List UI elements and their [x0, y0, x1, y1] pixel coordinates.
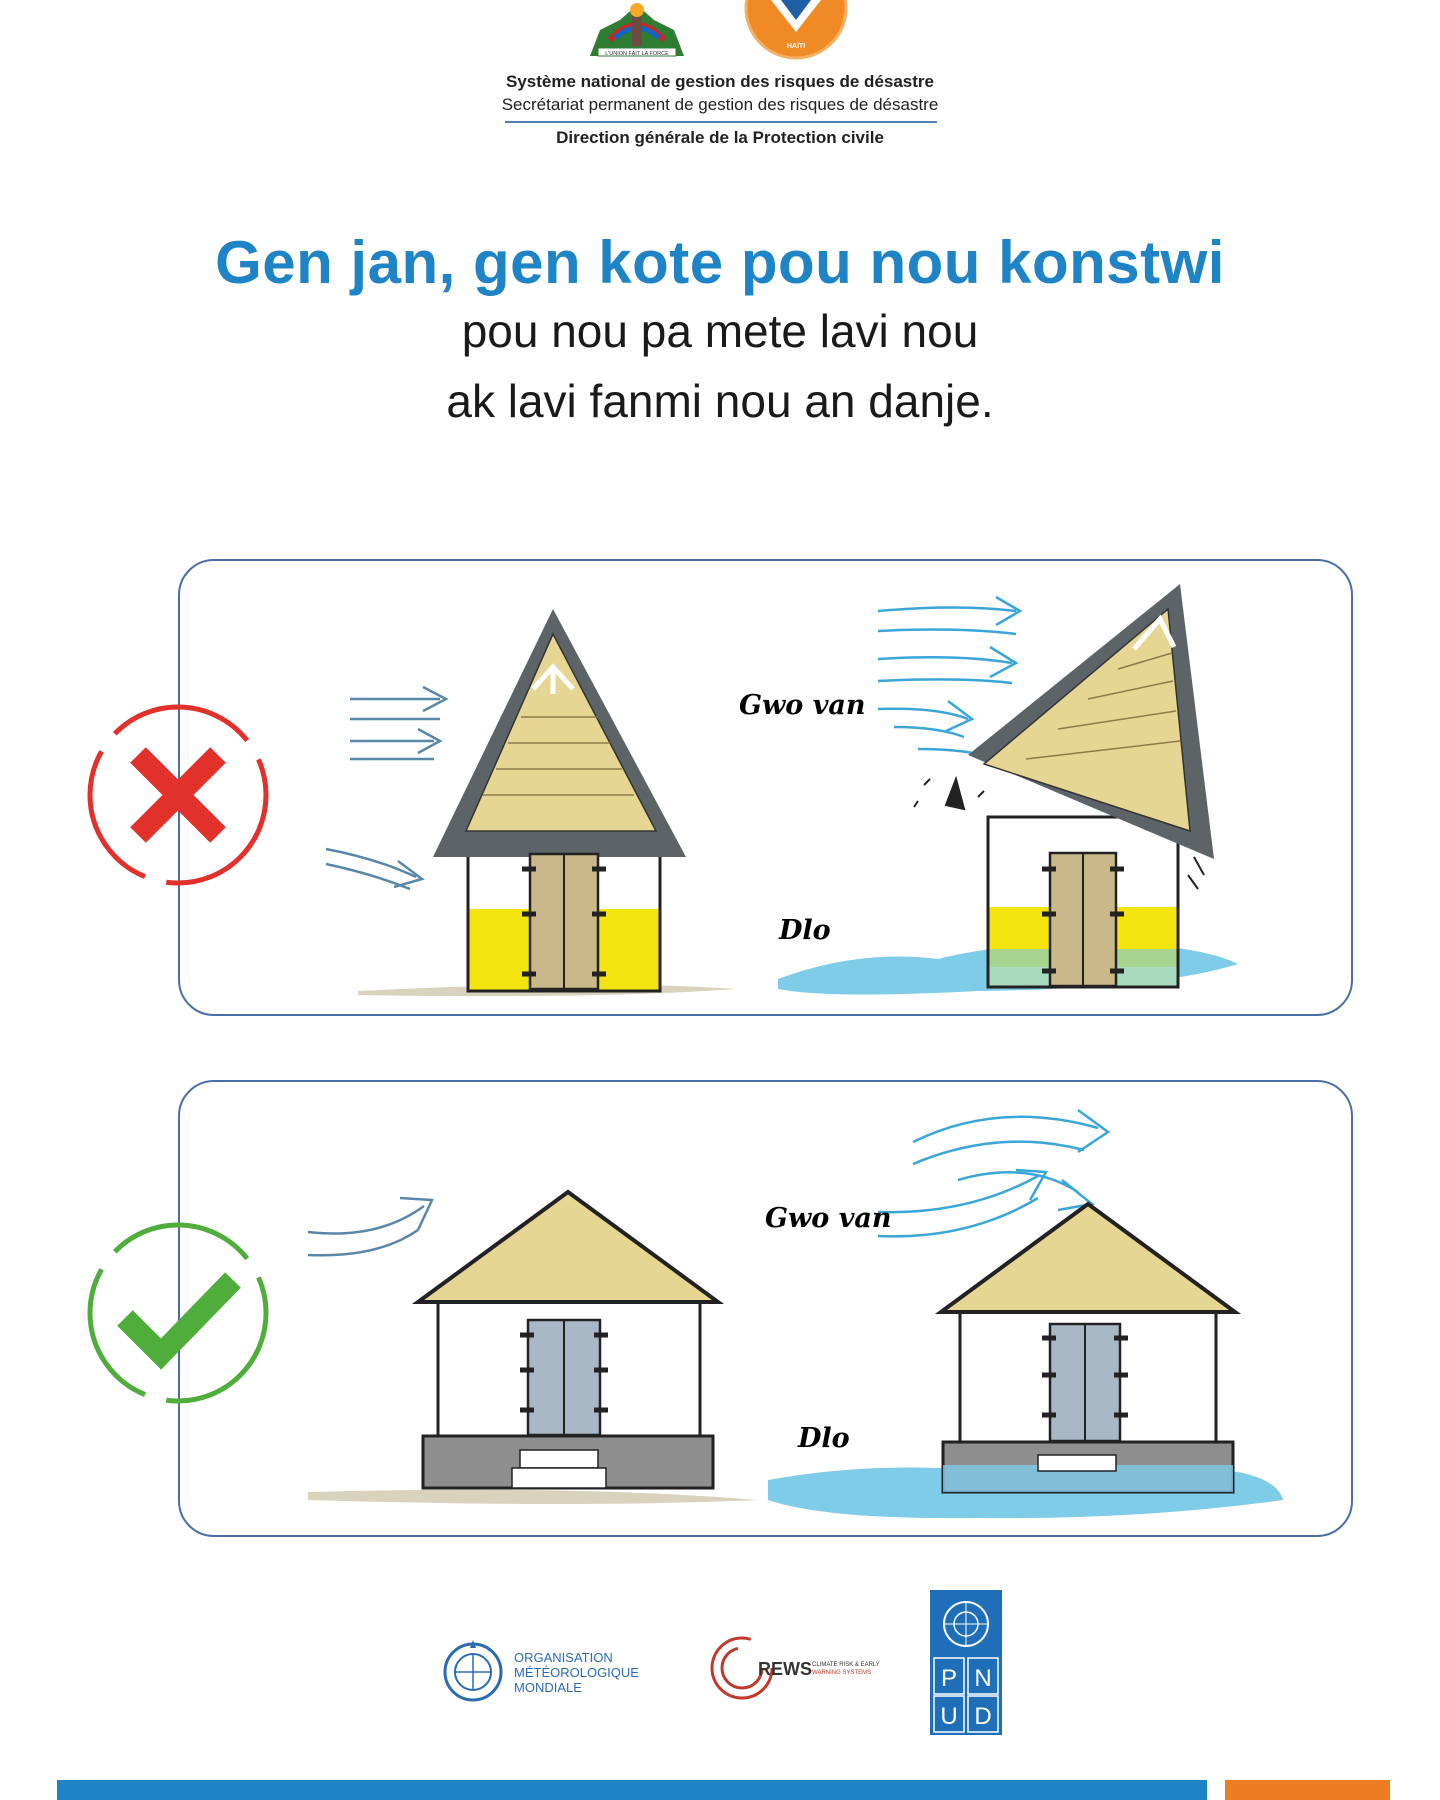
- strong-house-left: [418, 1192, 718, 1488]
- undp-logo: [930, 1590, 1002, 1735]
- illustration-strong-houses: [178, 1080, 1353, 1537]
- water-label-bad: Dlo: [779, 915, 831, 946]
- svg-text:L'UNION FAIT LA FORCE: L'UNION FAIT LA FORCE: [605, 51, 669, 57]
- illustration-weak-houses: [178, 559, 1353, 1016]
- damaged-house-right: [914, 584, 1214, 987]
- svg-text:CLIMATE RISK & EARLY: CLIMATE RISK & EARLY: [812, 1662, 880, 1668]
- haiti-coat-of-arms-logo: [572, 0, 702, 57]
- wmo-logo: [445, 1640, 639, 1700]
- wind-label-good: Gwo van: [765, 1203, 892, 1234]
- header-logos: [560, 0, 880, 60]
- org-name-line3: Direction générale de la Protection civile: [556, 128, 884, 147]
- page-subtitle-line1: pou nou pa mete lavi nou: [461, 305, 979, 357]
- svg-text:ORGANISATION: ORGANISATION: [514, 1650, 613, 1665]
- svg-text:HAÏTI: HAÏTI: [786, 43, 806, 50]
- partner-logos: [440, 1590, 1020, 1740]
- svg-text:MONDIALE: MONDIALE: [514, 1680, 582, 1695]
- weak-house-left: [433, 609, 686, 991]
- svg-text:MÉTÉOROLOGIQUE: MÉTÉOROLOGIQUE: [514, 1665, 639, 1680]
- svg-text:REWS: REWS: [758, 1659, 812, 1679]
- svg-text:U: U: [940, 1703, 958, 1730]
- wind-arrows-icon-good: [308, 1198, 432, 1255]
- svg-text:D: D: [974, 1703, 992, 1730]
- footer-bar-blue: [57, 1780, 1207, 1800]
- footer-bar-orange: [1225, 1780, 1390, 1800]
- org-name-line1: Système national de gestion des risques de désastre: [506, 72, 934, 91]
- water-label-good: Dlo: [798, 1423, 850, 1454]
- header-divider: [505, 121, 937, 123]
- strong-house-right: [941, 1204, 1235, 1492]
- svg-text:WARNING SYSTEMS: WARNING SYSTEMS: [812, 1670, 872, 1676]
- page-title: Gen jan, gen kote pou nou konstwi: [215, 229, 1225, 296]
- page-subtitle-line2: ak lavi fanmi nou an danje.: [446, 375, 994, 427]
- svg-text:P: P: [940, 1665, 958, 1692]
- crews-logo: [712, 1638, 880, 1698]
- civil-protection-logo: [746, 0, 846, 58]
- wind-label-bad: Gwo van: [739, 690, 866, 721]
- svg-text:N: N: [974, 1665, 992, 1692]
- org-name-line2: Secrétariat permanent de gestion des risques de désastre: [501, 95, 939, 114]
- wind-arrows-icon: [326, 687, 446, 889]
